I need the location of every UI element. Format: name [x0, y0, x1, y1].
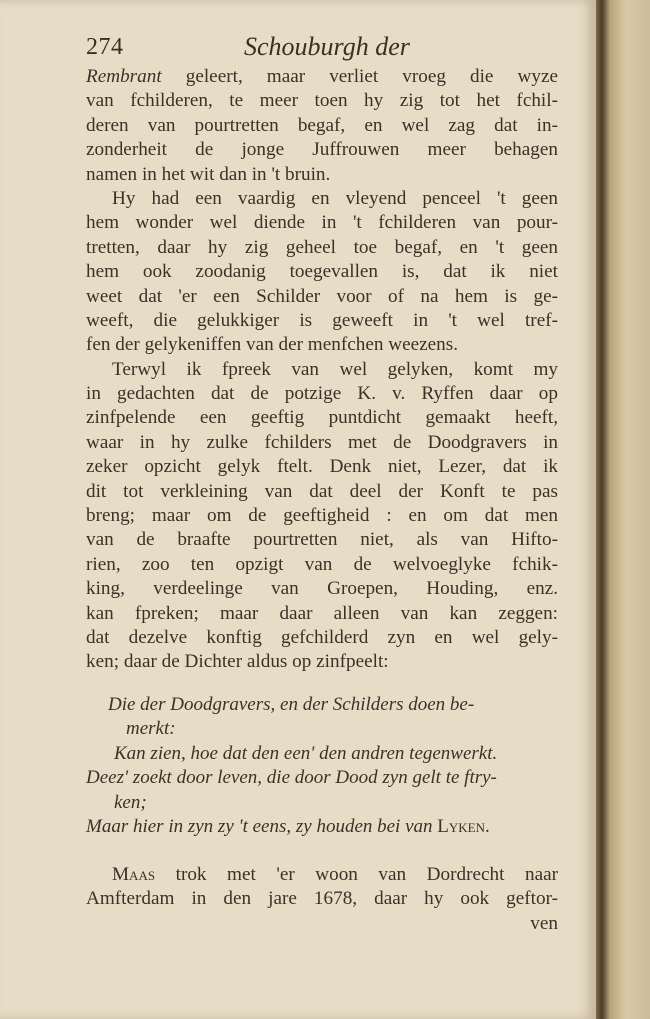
text-line: tretten, daar hy zig geheel toe begaf, en 't geen: [86, 236, 558, 258]
main-text: [86, 65, 558, 675]
text-line: king, verdeelinge van Groepen, Houding, enz.: [86, 578, 558, 600]
text-line: ven: [530, 912, 558, 934]
closing-paragraph: [86, 863, 558, 936]
page-header: [86, 28, 556, 68]
text-line: zinfpelende een geeftig puntdicht gemaakt heeft,: [86, 407, 558, 429]
epigram-verse: [86, 693, 558, 839]
text-line: deren van pourtretten begaf, en wel zag dat in-: [86, 114, 558, 136]
verse-line: Kan zien, hoe dat den een' den andren tegenwerkt.: [114, 742, 498, 764]
text-line: zeker opzicht gelyk ftelt. Denk niet, Lezer, dat ik: [86, 456, 558, 478]
text-line: in gedachten dat de potzige K. v. Ryffen daar op: [86, 383, 558, 405]
text-line: hem ook zoodanig toegevallen is, dat ik niet: [86, 261, 558, 283]
text-line: zonderheit de jonge Juffrouwen meer behagen: [86, 139, 558, 161]
page-number: 274: [86, 34, 124, 60]
text-line: weeft, die gelukkiger is geweeft in 't wel tref-: [86, 309, 558, 331]
text-line: Amfterdam in den jare 1678, daar hy ook geftor-: [86, 888, 558, 910]
running-title: Schouburgh der: [244, 32, 410, 61]
text-line: kan fpreken; maar daar alleen van kan zeggen:: [86, 602, 558, 624]
text-line: [86, 863, 558, 887]
text-line: namen in het wit dan in 't bruin.: [86, 163, 331, 185]
verse-line: ken;: [114, 791, 147, 813]
text-line: weet dat 'er een Schilder voor of na hem is ge-: [86, 285, 558, 307]
text-line: hem wonder wel diende in 't fchilderen van pour-: [86, 212, 558, 234]
text-line: ken; daar de Dichter aldus op zinfpeelt:: [86, 651, 389, 673]
text-line: van fchilderen, te meer toen hy zig tot het fchil-: [86, 90, 558, 112]
text-line: dat dezelve konftig gefchilderd zyn en wel gely-: [86, 626, 558, 648]
text-fragment: geleert, maar verliet vroeg die wyze: [161, 66, 558, 87]
book-gutter: [596, 0, 650, 1019]
text-line: dit tot verkleining van dat deel der Konft te pas: [86, 480, 558, 502]
verse-line: merkt:: [126, 718, 176, 740]
verse-closing-word: Lyken.: [437, 815, 490, 837]
text-line: fen der gelykeniffen van der menfchen weezens.: [86, 334, 459, 356]
verse-line: [86, 815, 558, 839]
verse-fragment: Maar hier in zyn zy 't eens, zy houden bei van: [86, 815, 438, 837]
text-line: Hy had een vaardig en vleyend penceel 't geen: [112, 187, 558, 209]
text-line: Terwyl ik fpreek van wel gelyken, komt my: [112, 358, 558, 380]
text-line: [86, 65, 558, 89]
text-fragment: trok met 'er woon van Dordrecht naar: [155, 864, 558, 885]
text-line: rien, zoo ten opzigt van de welvoeglyke fchik-: [86, 553, 558, 575]
text-line: breng; maar om de geeftigheid : en om dat men: [86, 505, 558, 527]
painter-name: Rembrant: [86, 66, 162, 87]
painter-name: Maas: [112, 864, 156, 885]
verse-line: Deez' zoekt door leven, die door Dood zyn gelt te ftry-: [86, 767, 497, 789]
verse-line: Die der Doodgravers, en der Schilders doen be-: [108, 694, 475, 715]
text-line: waar in hy zulke fchilders met de Doodgravers in: [86, 431, 558, 453]
text-line: van de braafte pourtretten niet, als van Hifto-: [86, 529, 558, 551]
